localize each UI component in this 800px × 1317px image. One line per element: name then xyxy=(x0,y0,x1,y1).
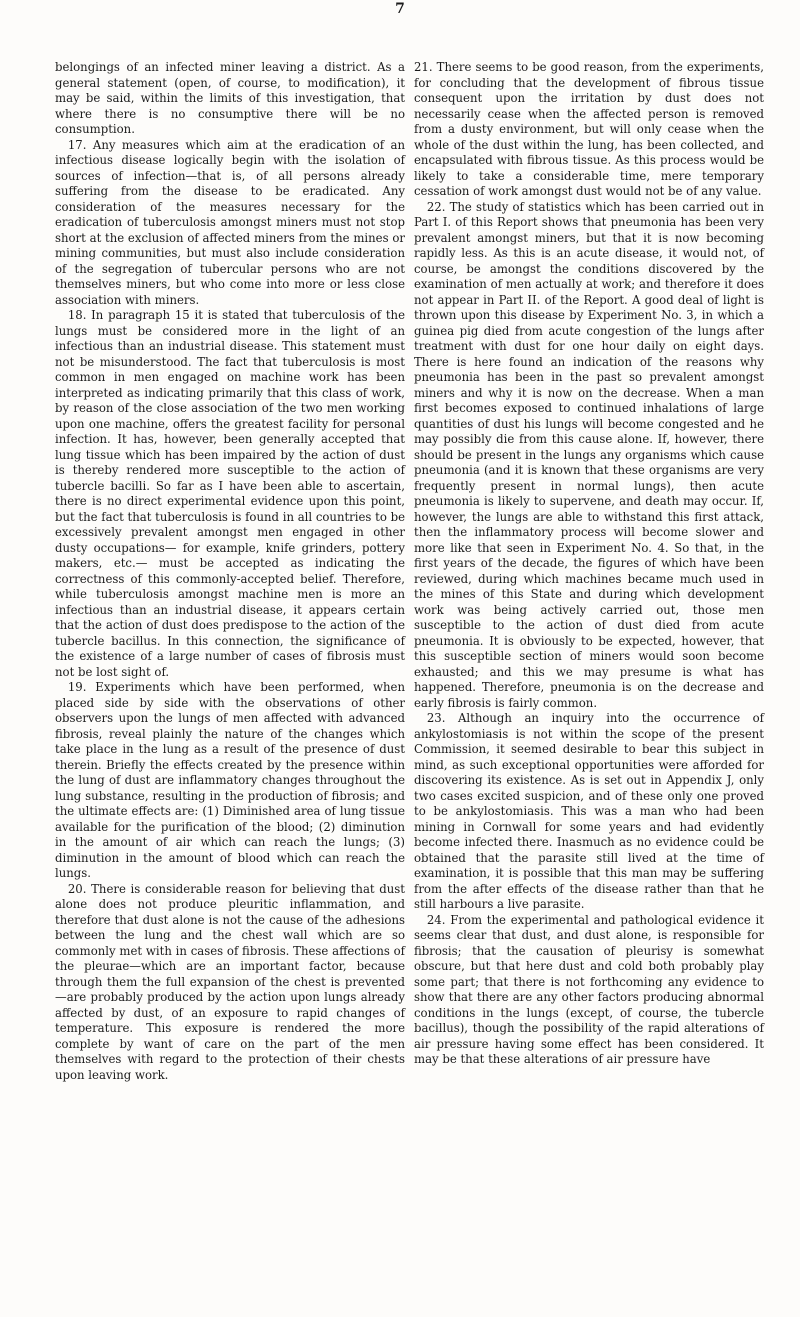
paragraph-continuation: belongings of an infected miner leaving a district. As a general statement (open, of course, to modification), it may be said, within the limits of this investigation, that where there is no consumptive there will be no consumption. xyxy=(55,60,405,136)
left-column xyxy=(55,60,405,1083)
paragraph-17: 17. Any measures which aim at the eradication of an infectious disease logically begin with the isolation of sources of infection—that is, of all persons already suffering from the disease to be eradicated. Any consideration of the measures necessary for the eradication of tuberculosis amongst miners must not stop short at the exclusion of affected miners from the mines or mining communities, but must also include consideration of the segregation of tubercular persons who are not themselves miners, but who come into more or less close association with miners. xyxy=(55,137,405,307)
paragraph-24: 24. From the experimental and pathological evidence it seems clear that dust, and dust alone, is responsible for fibrosis; that the causation of pleurisy is somewhat obscure, but that here dust and cold both probably play some part; that there is not forthcoming any evidence to show that there are any other factors producing abnormal conditions in the lungs (except, of course, the tubercle bacillus), though the possibility of the rapid alterations of air pressure having some effect has been considered. It may be that these alterations of air pressure have xyxy=(414,912,764,1066)
paragraph-19: 19. Experiments which have been performed, when placed side by side with the observations of other observers upon the lungs of men affected with advanced fibrosis, reveal plainly the nature of the changes which take place in the lung as a result of the presence of dust therein. Briefly the effects created by the presence within the lung of dust are inflammatory changes throughout the lung substance, resulting in the production of fibrosis; and the ultimate effects are: (1) Diminished area of lung tissue available for the purification of the blood; (2) diminution in the amount of air which can reach the lungs; (3) diminution in the amount of blood which can reach the lungs. xyxy=(55,680,405,880)
paragraph-21: 21. There seems to be good reason, from the experiments, for concluding that the development of fibrous tissue consequent upon the irritation by dust does not necessarily cease when the affected person is removed from a dusty environment, but will only cease when the whole of the dust within the lung, has been collected, and encapsulated with fibrous tissue. As this process would be likely to take a considerable time, mere temporary cessation of work amongst dust would not be of any value. xyxy=(414,60,764,198)
paragraph-18: 18. In paragraph 15 it is stated that tuberculosis of the lungs must be considered more in the light of an infectious than an industrial disease. This statement must not be misunderstood. The fact that tuberculosis is most common in men engaged on machine work has been interpreted as indicating primarily that this class of work, by reason of the close association of the two men working upon one machine, offers the greatest facility for personal infection. It has, however, been generally accepted that lung tissue which has been impaired by the action of dust is thereby rendered more susceptible to the action of tubercle bacilli. So far as I have been able to ascertain, there is no direct experimental evidence upon this point, but the fact that tuberculosis is found in all countries to be excessively prevalent amongst men engaged in other dusty occupations— for example, knife grinders, pottery makers, etc.— must be accepted as indicating the correctness of this commonly-accepted belief. Therefore, while tuberculosis amongst machine men is more an infectious than an industrial disease, it appears certain that the action of dust does predispose to the action of the tubercle bacillus. In this connection, the significance of the existence of a large number of cases of fibrosis must not be lost sight of. xyxy=(55,308,405,679)
right-column xyxy=(414,60,764,1068)
page-number: 7 xyxy=(395,1,405,17)
paragraph-22: 22. The study of statistics which has been carried out in Part I. of this Report shows that pneumonia has been very prevalent amongst miners, but that it is now becoming rapidly less. As this is an acute disease, it would not, of course, be amongst the conditions discovered by the examination of men actually at work; and therefore it does not appear in Part II. of the Report. A good deal of light is thrown upon this disease by Experiment No. 3, in which a guinea pig died from acute congestion of the lungs after treatment with dust for one hour daily on eight days. There is here found an indication of the reasons why pneumonia has been in the past so prevalent amongst miners and why it is now on the decrease. When a man first becomes exposed to continued inhalations of large quantities of dust his lungs will become congested and he may possibly die from this cause alone. If, however, there should be present in the lungs any organisms which cause pneumonia (and it is known that these organisms are very frequently present in normal lungs), then acute pneumonia is likely to supervene, and death may occur. If, however, the lungs are able to withstand this first attack, then the inflammatory process will become slower and more like that seen in Experiment No. 4. So that, in the first years of the decade, the figures of which have been reviewed, during which machines became much used in the mines of this State and during which development work was being actively carried out, those men susceptible to the action of dust died from acute pneumonia. It is obviously to be expected, however, that this susceptible section of miners would soon become exhausted; and this we may presume is what has happened. Therefore, pneumonia is on the decrease and early fibrosis is fairly common. xyxy=(414,199,764,710)
paragraph-23: 23. Although an inquiry into the occurrence of ankylostomiasis is not within the scope of the present Commission, it seemed desirable to bear this subject in mind, as such exceptional opportunities were afforded for discovering its existence. As is set out in Appendix J, only two cases excited suspicion, and of these only one proved to be ankylostomiasis. This was a man who had been mining in Cornwall for some years and had evidently become infected there. Inasmuch as no evidence could be obtained that the parasite still lived at the time of examination, it is possible that this man may be suffering from the after effects of the disease rather than that he still harbours a live parasite. xyxy=(414,711,764,911)
paragraph-20: 20. There is considerable reason for believing that dust alone does not produce pleuritic inflammation, and therefore that dust alone is not the cause of the adhesions between the lung and the chest wall which are so commonly met with in cases of fibrosis. These affections of the pleurae—which are an important factor, because through them the full expansion of the chest is prevented—are probably produced by the action upon lungs already affected by dust, of an exposure to rapid changes of temperature. This exposure is rendered the more complete by want of care on the part of the men themselves with regard to the protection of their chests upon leaving work. xyxy=(55,881,405,1082)
